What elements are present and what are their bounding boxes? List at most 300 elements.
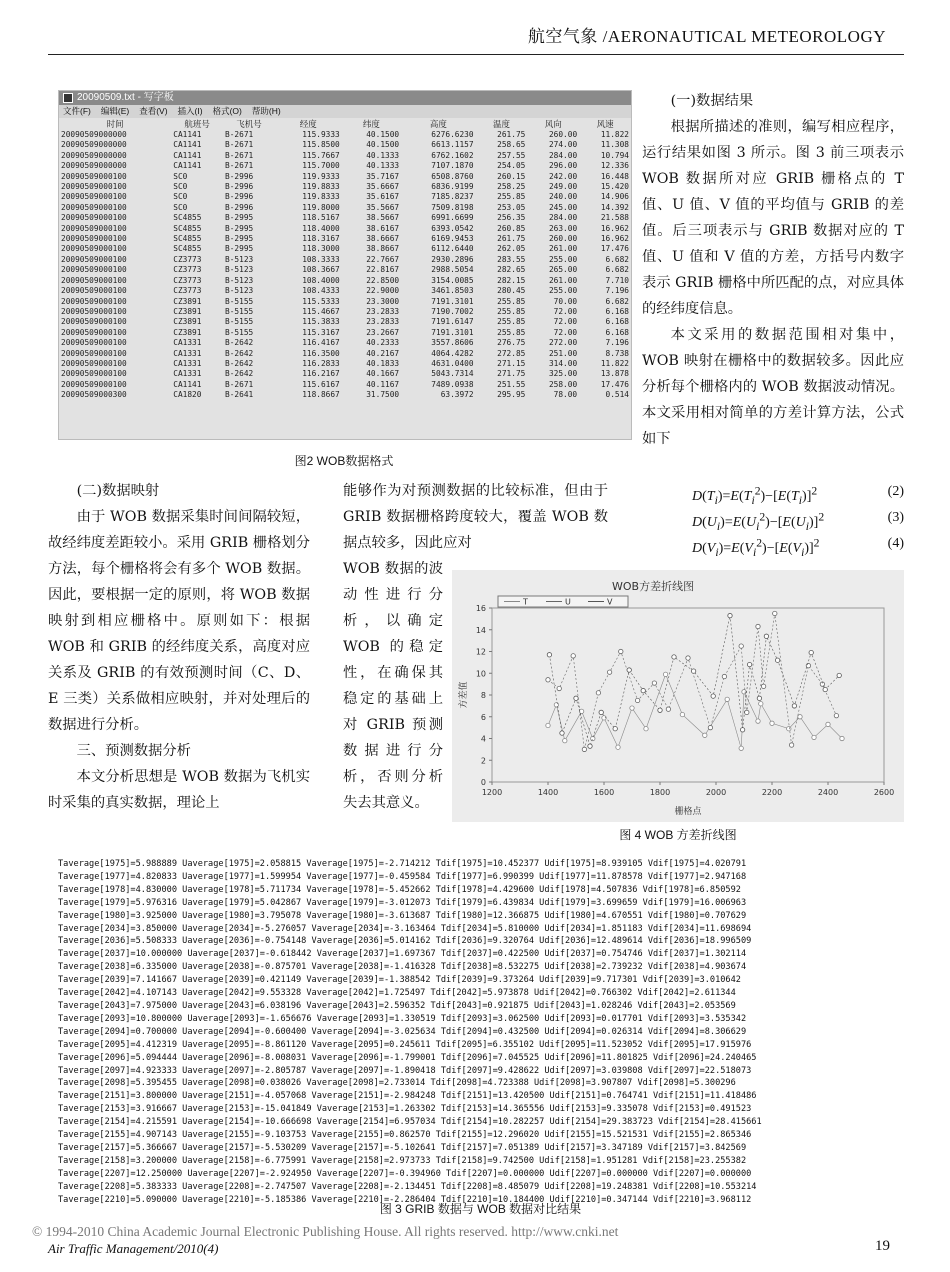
figure2-cell: 118.8667 bbox=[302, 390, 340, 400]
figure2-cell: 11.822 bbox=[600, 358, 629, 368]
figure3-output-line: Taverage[2034]=3.850000 Uaverage[2034]=-5.276057 Vaverage[2034]=-3.163464 Tdif[2034]=5.810000 Udif[2034]=1.851183 Vdif[2034]=11.698694 bbox=[58, 923, 752, 934]
figure2-cell: 6.682 bbox=[605, 296, 629, 306]
figure2-cell: 6.168 bbox=[605, 306, 629, 316]
results-paragraph: 根据所描述的准则，编写相应程序，运行结果如图 3 所示。图 3 前三项表示 WOB 数据所对应 GRIB 栅格点的 T 值、U 值、V 值的平均值与 GRIB 的差值。后三项表示与 GRIB 数据对应的 T 值、U 值和 V 值的方差，方括号内数字表示 GRIB 栅格中所匹配的点，对应具体的经纬度信息。 bbox=[642, 119, 904, 317]
figure2-cell: 38.5667 bbox=[366, 213, 400, 223]
data-point-V bbox=[599, 710, 603, 714]
figure2-cell: CZ3773 bbox=[173, 275, 202, 285]
figure2-cell: 2930.2896 bbox=[431, 254, 474, 264]
data-point-V bbox=[823, 687, 827, 691]
figure2-cell: 20090509000000 bbox=[61, 140, 127, 150]
figure2-cell: 261.75 bbox=[497, 234, 526, 244]
figure2-cell: 22.7667 bbox=[366, 254, 400, 264]
right-column-text bbox=[642, 88, 904, 452]
figure2-cell: 20090509000100 bbox=[61, 296, 127, 306]
legend-label: U bbox=[565, 597, 571, 607]
y-tick-label: 2 bbox=[480, 756, 486, 766]
figure2-column-header: 纬度 bbox=[362, 119, 380, 129]
data-point-T bbox=[770, 721, 774, 725]
x-tick-label: 2400 bbox=[817, 788, 839, 797]
figure2-cell: 263.00 bbox=[548, 223, 578, 233]
figure2-cell: 20090509000100 bbox=[61, 358, 127, 368]
figure2-column-header: 航班号 bbox=[184, 119, 210, 129]
figure2-cell: B-2671 bbox=[225, 161, 254, 171]
figure2-screenshot bbox=[58, 90, 632, 440]
figure2-cell: B-2671 bbox=[225, 379, 254, 389]
data-point-U bbox=[596, 691, 600, 695]
figure2-cell: 22.8167 bbox=[366, 265, 400, 275]
x-tick-label: 1200 bbox=[481, 788, 503, 797]
data-point-U bbox=[557, 686, 561, 690]
figure2-cell: 20090509000100 bbox=[61, 306, 127, 316]
figure3-output-line: Taverage[2208]=5.383333 Uaverage[2208]=-2.747507 Vaverage[2208]=-2.134451 Tdif[2208]=8.485079 Udif[2208]=19.248381 Vdif[2208]=10.553214 bbox=[58, 1181, 757, 1192]
figure2-cell: 271.15 bbox=[497, 358, 526, 368]
figure2-cell: 261.00 bbox=[548, 275, 578, 285]
figure3-output-line: Taverage[2036]=5.508333 Uaverage[2036]=-0.754148 Vaverage[2036]=5.014162 Tdif[2036]=9.320764 Udif[2036]=12.489614 Vdif[2036]=18.996509 bbox=[58, 936, 752, 947]
figure3-output-line: Taverage[1977]=4.820833 Uaverage[1977]=1.599954 Vaverage[1977]=-0.459584 Tdif[1977]=6.990399 Udif[1977]=11.878578 Vdif[1977]=2.947168 bbox=[58, 871, 747, 882]
figure2-cell: B-2995 bbox=[225, 234, 254, 244]
figure2-cell: CA1141 bbox=[173, 379, 202, 389]
figure2-cell: 6991.6699 bbox=[431, 213, 474, 223]
data-point-U bbox=[635, 698, 639, 702]
figure2-cell: 115.8500 bbox=[302, 140, 340, 150]
figure2-cell: 245.00 bbox=[548, 202, 578, 212]
figure2-cell: 6393.0542 bbox=[431, 223, 474, 233]
figure2-table-row bbox=[59, 297, 631, 307]
figure3-output-line: Taverage[2098]=5.395455 Uaverage[2098]=0.038026 Vaverage[2098]=2.733014 Tdif[2098]=4.723388 Udif[2098]=3.907807 Vdif[2098]=5.300296 bbox=[58, 1078, 736, 1089]
figure2-cell: 23.3000 bbox=[366, 296, 400, 306]
figure2-table-row bbox=[59, 255, 631, 265]
figure3-output-line: Taverage[2095]=4.412319 Uaverage[2095]=-8.861120 Vaverage[2095]=0.245611 Tdif[2095]=6.355102 Udif[2095]=11.523052 Vdif[2095]=17.915976 bbox=[58, 1039, 752, 1050]
data-point-V bbox=[672, 655, 676, 659]
figure2-cell: B-2996 bbox=[225, 171, 254, 181]
figure2-cell: 12.336 bbox=[600, 161, 629, 171]
figure2-cell: 40.1667 bbox=[366, 369, 400, 379]
figure2-cell: 23.2667 bbox=[366, 327, 400, 337]
data-point-T bbox=[798, 715, 802, 719]
figure2-cell: 272.85 bbox=[497, 348, 526, 358]
figure4-chart bbox=[452, 570, 904, 822]
figure3-output-line: Taverage[2153]=3.916667 Uaverage[2153]=-15.041849 Vaverage[2153]=1.263302 Tdif[2153]=14.365556 Udif[2153]=9.335078 Vdif[2153]=0.491523 bbox=[58, 1104, 752, 1115]
data-point-U bbox=[571, 654, 575, 658]
figure2-cell: 115.4667 bbox=[302, 306, 340, 316]
figure2-table-row bbox=[59, 390, 631, 400]
figure2-cell: 40.1500 bbox=[366, 130, 400, 139]
figure2-cell: SC0 bbox=[173, 182, 188, 192]
figure2-cell: 6836.9199 bbox=[431, 182, 474, 192]
middle-text-narrow: WOB 数据的波动性进行分析，以确定 WOB 的稳定性，在确保其稳定的基础上对 GRIB 预测数据进行分析，否则分析失去其意义。 bbox=[343, 561, 443, 811]
figure2-cell: 261.00 bbox=[548, 244, 578, 254]
figure2-table-row bbox=[59, 328, 631, 338]
legend-label: V bbox=[607, 597, 613, 607]
figure2-menu-item: 帮助(H) bbox=[251, 106, 281, 116]
figure2-cell: 3557.8606 bbox=[431, 338, 474, 348]
figure2-cell: 276.75 bbox=[497, 338, 526, 348]
plot-area bbox=[492, 608, 884, 782]
figure2-cell: 7191.3101 bbox=[431, 327, 474, 337]
data-point-V bbox=[691, 669, 695, 673]
figure2-cell: 115.5333 bbox=[302, 296, 340, 306]
figure2-cell: 255.85 bbox=[497, 317, 526, 327]
figure2-cell: 295.95 bbox=[497, 390, 526, 400]
figure2-cell: 22.8500 bbox=[366, 275, 400, 285]
analysis-paragraph: 本文分析思想是 WOB 数据为飞机实时采集的真实数据，理论上 bbox=[48, 769, 310, 811]
figure3-output-line: Taverage[2154]=4.215591 Uaverage[2154]=-10.666698 Vaverage[2154]=6.957034 Tdif[2154]=10.282257 Udif[2154]=29.383723 Vdif[2154]=28.415661 bbox=[58, 1117, 762, 1128]
data-point-U bbox=[619, 649, 623, 653]
figure2-cell: 20090509000100 bbox=[61, 265, 127, 275]
figure2-cell: 8.738 bbox=[605, 348, 629, 358]
figure2-cell: 6169.9453 bbox=[431, 234, 474, 244]
figure2-cell: 115.7667 bbox=[302, 150, 340, 160]
journal-footer: Air Traffic Management/2010(4) bbox=[48, 1241, 219, 1256]
figure2-table-row bbox=[59, 349, 631, 359]
data-point-U bbox=[686, 656, 690, 660]
figure2-table-row bbox=[59, 151, 631, 161]
figure3-output-line: Taverage[1975]=5.988889 Uaverage[1975]=2.058815 Vaverage[1975]=-2.714212 Tdif[1975]=10.452377 Udif[1975]=8.939105 Vdif[1975]=4.020791 bbox=[58, 859, 747, 869]
variance-paragraph: 本文采用的数据范围相对集中，WOB 映射在栅格中的数据较多。因此应分析每个栅格内的 WOB 数据波动情况。本文采用相对简单的方差计算方法，公式如下 bbox=[642, 327, 904, 447]
figure2-cell: 16.448 bbox=[600, 171, 629, 181]
equation-4: $D(V_i)=E(V_i^2)-[E(V_i)]^2$ (4) bbox=[692, 536, 904, 559]
figure2-cell: B-5155 bbox=[225, 327, 254, 337]
figure2-cell: 118.3000 bbox=[302, 244, 340, 254]
figure3-output-line: Taverage[2158]=3.200000 Uaverage[2158]=-6.775991 Vaverage[2158]=2.973733 Tdif[2158]=9.742500 Udif[2158]=1.951281 Vdif[2158]=23.255382 bbox=[58, 1155, 747, 1166]
figure2-cell: 296.00 bbox=[548, 161, 578, 171]
figure3-output-line: Taverage[2155]=4.907143 Uaverage[2155]=-9.103753 Vaverage[2155]=0.862570 Tdif[2155]=12.296020 Udif[2155]=15.521531 Vdif[2155]=2.865346 bbox=[58, 1130, 752, 1141]
figure2-cell: 255.85 bbox=[497, 192, 526, 202]
x-tick-label: 1600 bbox=[593, 788, 615, 797]
figure2-cell: 251.55 bbox=[497, 379, 526, 389]
figure2-cell: B-2996 bbox=[225, 192, 254, 202]
data-point-U bbox=[773, 611, 777, 615]
figure2-window-title: 20090509.txt - 写字板 bbox=[77, 92, 174, 103]
figure2-cell: 20090509000100 bbox=[61, 213, 127, 223]
figure2-cell: 20090509000100 bbox=[61, 223, 127, 233]
figure2-cell: 20090509000100 bbox=[61, 254, 127, 264]
middle-text-top: 能够作为对预测数据的比较标准，但由于 GRIB 数据栅格跨度较大，覆盖 WOB 数据点较多，因此应对 bbox=[343, 483, 608, 551]
figure2-cell: 255.00 bbox=[548, 254, 578, 264]
page-number: 19 bbox=[875, 1238, 890, 1254]
data-point-T bbox=[630, 706, 634, 710]
data-point-T bbox=[759, 702, 763, 706]
figure2-cell: 0.514 bbox=[605, 390, 629, 400]
equation-4-label: (4) bbox=[887, 536, 904, 551]
figure2-table-row bbox=[59, 380, 631, 390]
data-point-U bbox=[607, 670, 611, 674]
figure2-cell: CA1141 bbox=[173, 161, 202, 171]
figure2-table-row bbox=[59, 192, 631, 202]
figure2-cell: 6.168 bbox=[605, 327, 629, 337]
y-tick-label: 4 bbox=[480, 734, 486, 744]
figure2-cell: 119.8333 bbox=[302, 192, 340, 202]
data-point-V bbox=[837, 673, 841, 677]
figure2-cell: 7.710 bbox=[605, 275, 629, 285]
figure2-cell: 115.7000 bbox=[302, 161, 340, 171]
data-point-T bbox=[616, 745, 620, 749]
x-tick-label: 2600 bbox=[873, 788, 895, 797]
figure2-cell: CA1331 bbox=[173, 338, 202, 348]
data-point-V bbox=[574, 696, 578, 700]
figure2-table-row bbox=[59, 234, 631, 244]
figure2-table-row bbox=[59, 161, 631, 171]
figure2-cell: 257.55 bbox=[497, 150, 526, 160]
x-tick-label: 2000 bbox=[705, 788, 727, 797]
figure2-cell: 262.05 bbox=[497, 244, 526, 254]
figure2-cell: 20090509000100 bbox=[61, 234, 127, 244]
figure2-cell: 11.822 bbox=[600, 130, 629, 139]
y-tick-label: 0 bbox=[480, 778, 486, 787]
figure3-output-line: Taverage[2210]=5.090000 Uaverage[2210]=-5.185386 Vaverage[2210]=-2.286404 Tdif[2210]=10.184400 Udif[2210]=0.347144 Vdif[2210]=3.968112 bbox=[58, 1194, 752, 1205]
data-point-T bbox=[644, 727, 648, 731]
data-point-T bbox=[812, 735, 816, 739]
figure2-cell: 255.85 bbox=[497, 306, 526, 316]
figure2-cell: 253.05 bbox=[497, 202, 526, 212]
figure2-cell: 20090509000100 bbox=[61, 317, 127, 327]
figure2-cell: 20090509000100 bbox=[61, 338, 127, 348]
figure2-menu-item: 查看(V) bbox=[139, 106, 168, 116]
data-point-T bbox=[725, 697, 729, 701]
section-heading-results: (一)数据结果 bbox=[670, 93, 754, 109]
figure2-menu-item: 编辑(E) bbox=[100, 106, 130, 116]
data-point-V bbox=[764, 634, 768, 638]
figure2-cell: 116.2167 bbox=[302, 369, 340, 379]
figure3-output-line: Taverage[2037]=10.000000 Uaverage[2037]=-0.618442 Vaverage[2037]=1.697367 Tdif[2037]=0.422500 Udif[2037]=0.754746 Vdif[2037]=1.302114 bbox=[58, 949, 747, 960]
figure2-column-header: 经度 bbox=[299, 119, 317, 129]
figure2-table-row bbox=[59, 130, 631, 140]
data-point-V bbox=[775, 658, 779, 662]
data-point-V bbox=[757, 696, 761, 700]
figure2-cell: B-2671 bbox=[225, 130, 254, 139]
figure2-cell: 115.6167 bbox=[302, 379, 340, 389]
figure2-column-header: 飞机号 bbox=[236, 119, 262, 129]
figure2-cell: 314.00 bbox=[548, 358, 578, 368]
figure2-cell: 6.682 bbox=[605, 254, 629, 264]
figure2-cell: 108.3667 bbox=[302, 265, 340, 275]
figure2-table-row bbox=[59, 317, 631, 327]
figure2-cell: 260.15 bbox=[497, 171, 526, 181]
figure2-cell: 38.6167 bbox=[366, 223, 400, 233]
legend-label: T bbox=[523, 597, 528, 607]
figure2-table-row bbox=[59, 265, 631, 275]
figure2-cell: 280.45 bbox=[497, 286, 526, 296]
wordpad-icon bbox=[63, 93, 73, 103]
figure3-output-line: Taverage[2097]=4.923333 Uaverage[2097]=-2.805787 Vaverage[2097]=-1.890418 Tdif[2097]=9.428622 Udif[2097]=3.039808 Vdif[2097]=22.518073 bbox=[58, 1065, 752, 1076]
figure2-cell: 23.2833 bbox=[366, 317, 400, 327]
figure2-cell: B-2642 bbox=[225, 358, 254, 368]
figure2-cell: 14.392 bbox=[600, 202, 629, 212]
data-point-T bbox=[546, 723, 550, 727]
data-point-V bbox=[547, 653, 551, 657]
data-point-V bbox=[747, 662, 751, 666]
figure2-cell: 251.00 bbox=[548, 348, 578, 358]
y-tick-label: 10 bbox=[475, 669, 486, 679]
left-column-text bbox=[48, 478, 310, 816]
figure2-cell: 17.476 bbox=[600, 379, 629, 389]
figure2-cell: 20090509000100 bbox=[61, 244, 127, 254]
figure4-caption: 图 4 WOB 方差折线图 bbox=[619, 828, 737, 842]
figure2-cell: 282.15 bbox=[497, 275, 526, 285]
figure2-cell: SC0 bbox=[173, 202, 188, 212]
figure2-cell: 254.05 bbox=[497, 161, 526, 171]
figure2-cell: 108.4333 bbox=[302, 286, 340, 296]
figure2-menu-item: 插入(I) bbox=[177, 106, 203, 116]
figure2-cell: 258.25 bbox=[497, 182, 526, 192]
figure2-cell: 116.3500 bbox=[302, 348, 340, 358]
data-point-U bbox=[708, 725, 712, 729]
figure2-cell: 20090509000100 bbox=[61, 327, 127, 337]
figure2-cell: 35.6167 bbox=[366, 192, 400, 202]
y-tick-label: 14 bbox=[475, 625, 486, 635]
figure2-cell: 40.1333 bbox=[366, 161, 400, 171]
figure2-cell: 72.00 bbox=[553, 327, 578, 337]
figure2-cell: 3154.0085 bbox=[431, 275, 474, 285]
copyright-watermark: © 1994-2010 China Academic Journal Electronic Publishing House. All rights reserved. http://www.cnki.net bbox=[32, 1224, 619, 1239]
data-point-T bbox=[563, 738, 567, 742]
data-point-V bbox=[641, 688, 645, 692]
figure2-cell: 271.75 bbox=[497, 369, 526, 379]
figure2-cell: CA1141 bbox=[173, 130, 202, 139]
figure2-cell: 7191.3101 bbox=[431, 296, 474, 306]
figure2-cell: B-2641 bbox=[225, 390, 254, 400]
figure2-cell: B-2642 bbox=[225, 369, 254, 379]
figure2-table-row bbox=[59, 182, 631, 192]
figure2-cell: 78.00 bbox=[553, 390, 578, 400]
figure3-output-line: Taverage[2038]=6.335000 Uaverage[2038]=-0.875701 Vaverage[2038]=-1.416328 Tdif[2038]=8.532275 Udif[2038]=2.739232 Vdif[2038]=4.903674 bbox=[58, 962, 747, 973]
figure3-output-line: Taverage[2039]=7.141667 Uaverage[2039]=0.421149 Vaverage[2039]=-1.388542 Tdif[2039]=9.373264 Udif[2039]=9.717301 Vdif[2039]=3.010642 bbox=[58, 975, 741, 986]
figure2-cell: CA1331 bbox=[173, 358, 202, 368]
figure2-table-row bbox=[59, 140, 631, 150]
figure2-window-titlebar bbox=[59, 91, 631, 105]
figure2-cell: 282.65 bbox=[497, 265, 526, 275]
equation-3: $D(U_i)=E(U_i^2)-[E(U_i)]^2$ (3) bbox=[692, 510, 904, 533]
figure2-cell: B-5123 bbox=[225, 275, 254, 285]
chart-title: WOB方差折线图 bbox=[612, 580, 695, 593]
figure2-cell: 20090509000100 bbox=[61, 369, 127, 379]
figure2-column-header: 风向 bbox=[544, 119, 562, 129]
figure2-cell: 70.00 bbox=[553, 296, 578, 306]
x-axis-label: 栅格点 bbox=[674, 807, 702, 817]
data-point-T bbox=[663, 672, 667, 676]
figure2-cell: 116.2833 bbox=[302, 358, 340, 368]
figure2-cell: 256.35 bbox=[497, 213, 526, 223]
figure2-cell: 119.8833 bbox=[302, 182, 340, 192]
figure3-output-line: Taverage[2093]=10.800000 Uaverage[2093]=-1.656676 Vaverage[2093]=1.330519 Tdif[2093]=3.062500 Udif[2093]=0.017701 Vdif[2093]=3.535342 bbox=[58, 1013, 747, 1024]
figure2-cell: CA1331 bbox=[173, 348, 202, 358]
figure2-cell: 116.4167 bbox=[302, 338, 340, 348]
y-tick-label: 16 bbox=[475, 604, 486, 613]
figure2-cell: CZ3773 bbox=[173, 286, 202, 296]
figure2-table-row bbox=[59, 359, 631, 369]
figure2-cell: 255.85 bbox=[497, 327, 526, 337]
figure2-menubar bbox=[59, 105, 631, 118]
figure2-cell: 261.75 bbox=[497, 130, 526, 139]
figure2-cell: 22.9000 bbox=[366, 286, 400, 296]
figure2-cell: 115.9333 bbox=[302, 130, 340, 139]
data-point-T bbox=[756, 719, 760, 723]
figure2-table-row bbox=[59, 369, 631, 379]
figure2-cell: B-5155 bbox=[225, 296, 254, 306]
figure2-table-row bbox=[59, 244, 631, 254]
data-point-V bbox=[711, 694, 715, 698]
figure2-cell: 242.00 bbox=[548, 171, 578, 181]
figure2-cell: SC4855 bbox=[173, 213, 202, 223]
figure2-cell: 119.9333 bbox=[302, 171, 340, 181]
data-point-U bbox=[756, 624, 760, 628]
data-point-U bbox=[666, 707, 670, 711]
figure2-cell: 5043.7314 bbox=[431, 369, 474, 379]
figure2-menu-item: 文件(F) bbox=[63, 106, 91, 116]
data-point-T bbox=[703, 733, 707, 737]
data-point-U bbox=[722, 674, 726, 678]
figure2-cell: 7191.6147 bbox=[431, 317, 474, 327]
figure2-cell: CZ3891 bbox=[173, 306, 202, 316]
figure2-table-row bbox=[59, 213, 631, 223]
data-point-U bbox=[834, 713, 838, 717]
figure2-cell: 4064.4282 bbox=[431, 348, 474, 358]
y-tick-label: 8 bbox=[480, 691, 486, 700]
figure2-cell: 118.4000 bbox=[302, 223, 340, 233]
data-point-T bbox=[840, 736, 844, 740]
figure2-cell: 4631.0400 bbox=[431, 358, 474, 368]
figure2-cell: 260.85 bbox=[497, 223, 526, 233]
x-tick-label: 1800 bbox=[649, 788, 671, 797]
figure2-cell: 13.878 bbox=[600, 369, 629, 379]
figure2-cell: 20090509000300 bbox=[61, 390, 127, 400]
figure2-cell: 2988.5054 bbox=[431, 265, 474, 275]
figure2-cell: 11.308 bbox=[600, 140, 629, 150]
figure2-cell: 31.7500 bbox=[366, 390, 400, 400]
figure2-cell: 15.420 bbox=[600, 182, 629, 192]
figure2-cell: 6112.6440 bbox=[431, 244, 474, 254]
data-point-V bbox=[613, 727, 617, 731]
figure2-cell: 3461.8503 bbox=[431, 286, 474, 296]
figure2-cell: 284.00 bbox=[548, 150, 578, 160]
data-point-V bbox=[740, 728, 744, 732]
figure2-cell: 21.588 bbox=[600, 213, 629, 223]
equation-2: $D(T_i)=E(T_i^2)-[E(T_i)]^2$ (2) bbox=[692, 484, 904, 507]
figure2-cell: B-5123 bbox=[225, 265, 254, 275]
figure2-cell: 20090509000100 bbox=[61, 192, 127, 202]
figure2-cell: 72.00 bbox=[553, 306, 578, 316]
figure2-cell: 7.196 bbox=[605, 286, 629, 296]
figure2-cell: 20090509000100 bbox=[61, 379, 127, 389]
figure3-output bbox=[58, 858, 903, 1205]
figure2-table-row bbox=[59, 307, 631, 317]
data-point-T bbox=[787, 727, 791, 731]
figure3-caption: 图 3 GRIB 数据与 WOB 数据对比结果 bbox=[379, 1202, 582, 1216]
figure2-cell: B-2642 bbox=[225, 338, 254, 348]
figure2-cell: 20090509000100 bbox=[61, 202, 127, 212]
figure2-cell: 258.00 bbox=[548, 379, 578, 389]
figure3-output-line: Taverage[1980]=3.925000 Uaverage[1980]=3.795078 Vaverage[1980]=-3.613687 Tdif[1980]=12.366875 Udif[1980]=4.670551 Vdif[1980]=0.707629 bbox=[58, 910, 747, 921]
figure3-output-line: Taverage[2157]=5.366667 Uaverage[2157]=-5.530209 Vaverage[2157]=-5.102641 Tdif[2157]=7.051389 Udif[2157]=3.347189 Vdif[2157]=3.842569 bbox=[58, 1142, 747, 1153]
data-point-U bbox=[739, 644, 743, 648]
figure2-cell: 35.7167 bbox=[366, 171, 400, 181]
figure2-column-header: 时间 bbox=[106, 119, 124, 129]
figure2-cell: 20090509000100 bbox=[61, 171, 127, 181]
figure2-data-table bbox=[59, 118, 631, 401]
figure2-cell: 255.00 bbox=[548, 286, 578, 296]
data-point-V bbox=[728, 613, 732, 617]
figure2-cell: 265.00 bbox=[548, 265, 578, 275]
figure2-cell: CZ3773 bbox=[173, 265, 202, 275]
x-tick-label: 2200 bbox=[761, 788, 783, 797]
figure2-cell: 17.476 bbox=[600, 244, 629, 254]
figure2-cell: 6613.1157 bbox=[431, 140, 474, 150]
figure2-cell: CZ3891 bbox=[173, 317, 202, 327]
figure2-cell: B-2996 bbox=[225, 182, 254, 192]
data-point-T bbox=[739, 746, 743, 750]
figure2-cell: SC4855 bbox=[173, 244, 202, 254]
